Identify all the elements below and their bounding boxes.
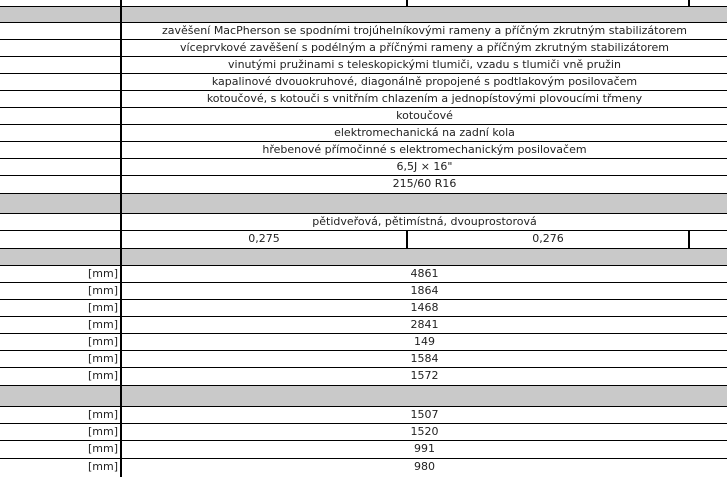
drag-coefficient-value: 0,276 <box>532 232 564 245</box>
dimension-value: 4861 <box>410 267 439 280</box>
interior-value: 991 <box>414 442 435 455</box>
interior-value: 980 <box>414 460 435 473</box>
unit-label: [mm] <box>87 318 118 331</box>
interior-value: 1520 <box>410 425 439 438</box>
unit-label: [mm] <box>87 267 118 280</box>
spec-value: kotoučové <box>396 109 453 122</box>
dimension-value: 1864 <box>410 284 439 297</box>
table-row <box>0 91 727 108</box>
unit-label: [mm] <box>87 352 118 365</box>
drag-coefficient-value: 0,275 <box>248 232 280 245</box>
table-row <box>0 266 727 283</box>
table-row <box>0 334 727 351</box>
section-header-dimensions <box>0 249 727 266</box>
table-row <box>0 23 727 40</box>
spec-value: víceprvkové zavěšení s podélným a příčnými rameny a příčným zkrutným stabilizátorem <box>180 41 669 54</box>
unit-label: [mm] <box>87 425 118 438</box>
spec-value: kotoučové, s kotouči s vnitřním chlazením a jednopístovými plovoucími třmeny <box>206 92 643 105</box>
table-row <box>0 368 727 386</box>
table-row <box>0 40 727 57</box>
unit-label: [mm] <box>87 284 118 297</box>
section-header-chassis <box>0 7 727 23</box>
dimension-value: 1468 <box>410 301 439 314</box>
table-row <box>0 142 727 159</box>
body-type-value: pětidveřová, pětimístná, dvouprostorová <box>312 215 537 228</box>
spec-value: 215/60 R16 <box>392 177 457 190</box>
table-row <box>0 441 727 459</box>
spec-value: kapalinové dvouokruhové, diagonálně propojené s podtlakovým posilovačem <box>211 75 638 88</box>
top-row <box>0 0 727 7</box>
unit-label: [mm] <box>87 301 118 314</box>
table-row <box>0 459 727 477</box>
section-header-interior <box>0 386 727 407</box>
table-row <box>0 74 727 91</box>
spec-value: 6,5J × 16" <box>396 160 453 173</box>
table-row <box>0 300 727 317</box>
table-row <box>0 159 727 176</box>
spec-value: hřebenové přímočinné s elektromechanickým posilovačem <box>262 143 587 156</box>
unit-label: [mm] <box>87 460 118 473</box>
dimension-value: 149 <box>414 335 435 348</box>
spec-value: zavěšení MacPherson se spodními trojúhelníkovými rameny a příčným zkrutným stabilizátorem <box>162 24 687 37</box>
table-row <box>0 108 727 125</box>
interior-value: 1507 <box>410 408 439 421</box>
unit-label: [mm] <box>87 442 118 455</box>
table-row <box>0 351 727 368</box>
table-row <box>0 283 727 300</box>
unit-label: [mm] <box>87 408 118 421</box>
table-row <box>0 57 727 74</box>
table-row <box>0 424 727 441</box>
table-row <box>0 407 727 424</box>
unit-label: [mm] <box>87 335 118 348</box>
dimension-value: 2841 <box>410 318 439 331</box>
section-header-body <box>0 194 727 214</box>
spec-value: elektromechanická na zadní kola <box>334 126 515 139</box>
spec-value: vinutými pružinami s teleskopickými tlumiči, vzadu s tlumiči vně pružin <box>228 58 621 71</box>
table-row <box>0 317 727 334</box>
table-row <box>0 214 727 231</box>
dimension-value: 1584 <box>410 352 439 365</box>
unit-label: [mm] <box>87 369 118 382</box>
table-row <box>0 176 727 194</box>
dimension-value: 1572 <box>410 369 439 382</box>
table-row <box>0 125 727 142</box>
table-row <box>0 231 727 249</box>
